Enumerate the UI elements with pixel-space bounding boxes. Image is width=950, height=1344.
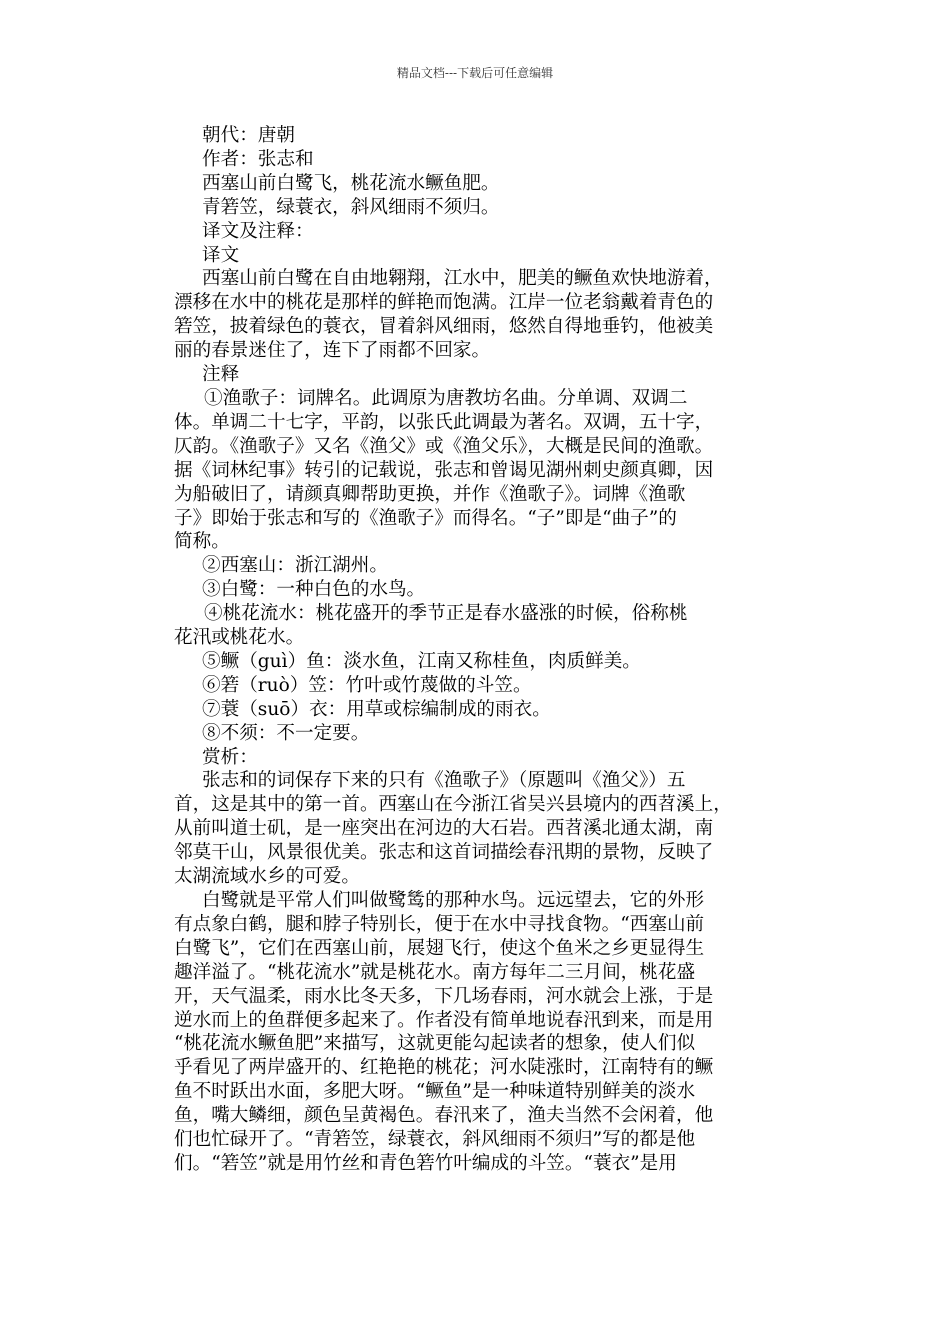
paragraph-line: 西塞山前白鹭在自由地翱翔，江水中，肥美的鳜鱼欢快地游着，	[202, 268, 723, 290]
note-line: ③白鹭：一种白色的水鸟。	[202, 579, 426, 601]
note-line: 简称。	[174, 531, 230, 553]
paragraph-line: 箬笠，披着绿色的蓑衣，冒着斜风细雨，悠然自得地垂钓，他被美	[174, 316, 714, 338]
page-header: 精品文档---下载后可任意编辑	[396, 66, 554, 80]
section-heading-notes: 注释	[202, 364, 240, 386]
paragraph-line: “桃花流水鳜鱼肥”来描写，这就更能勾起读者的想象，使人们似	[174, 1033, 696, 1055]
note-line: ⑦蓑（suō）衣：用草或棕编制成的雨衣。	[202, 698, 551, 720]
paragraph-line: 逆水而上的鱼群便多起来了。作者没有简单地说春汛到来，而是用	[174, 1009, 714, 1031]
dynasty-line: 朝代：唐朝	[202, 125, 295, 146]
paragraph-line: 从前叫道士矶，是一座突出在河边的大石岩。西苕溪北通太湖，南	[174, 818, 714, 840]
paragraph-line: 太湖流域水乡的可爱。	[174, 866, 360, 888]
section-heading-translation-notes: 译文及注释：	[202, 220, 314, 242]
document-body	[174, 124, 824, 1176]
paragraph-line: 白鹭飞”，它们在西塞山前，展翅飞行，使这个鱼米之乡更显得生	[174, 937, 705, 959]
paragraph-line: 漂移在水中的桃花是那样的鲜艳而饱满。江岸一位老翁戴着青色的	[174, 292, 714, 314]
note-line: ⑧不须：不一定要。	[202, 722, 370, 744]
note-line: 体。单调二十七字，平韵，以张氏此调最为著名。双调，五十字，	[174, 411, 714, 433]
note-line: 花汛或桃花水。	[174, 627, 305, 649]
paragraph-line: 趣洋溢了。“桃花流水”就是桃花水。南方每年二三月间，桃花盛	[174, 961, 696, 983]
paragraph-line: 开，天气温柔，雨水比冬天多，下几场春雨，河水就会上涨，于是	[174, 985, 714, 1007]
note-line: 为船破旧了，请颜真卿帮助更换，并作《渔歌子》。词牌《渔歌	[174, 483, 686, 505]
note-line: ②西塞山：浙江湖州。	[202, 555, 388, 577]
paragraph-line: 们也忙碌开了。“青箬笠，绿蓑衣，斜风细雨不须归”写的都是他	[174, 1129, 696, 1151]
poem-line-1: 西塞山前白鹭飞，桃花流水鳜鱼肥。	[202, 172, 500, 194]
paragraph-line: 张志和的词保存下来的只有《渔歌子》（原题叫《渔父》）五	[202, 770, 686, 792]
note-line: 据《词林纪事》转引的记载说，张志和曾谒见湖州刺史颜真卿，因	[174, 459, 714, 481]
paragraph-line: 鱼，嘴大鳞细，颜色呈黄褐色。春汛来了，渔夫当然不会闲着，他	[174, 1105, 714, 1127]
note-line: ⑥箬（ruò）笠：竹叶或竹蔑做的斗笠。	[202, 674, 532, 696]
poem-line-2: 青箬笠，绿蓑衣，斜风细雨不须归。	[202, 196, 500, 218]
paragraph-line: 有点象白鹤，腿和脖子特别长，便于在水中寻找食物。“西塞山前	[174, 913, 705, 935]
section-heading-translation: 译文	[202, 244, 240, 266]
note-line: ④桃花流水：桃花盛开的季节正是春水盛涨的时候，俗称桃	[204, 603, 688, 625]
note-line: ①渔歌子：词牌名。此调原为唐教坊名曲。分单调、双调二	[204, 387, 688, 409]
paragraph-line: 鱼不时跃出水面，多肥大呀。“鳜鱼”是一种味道特别鲜美的淡水	[174, 1081, 696, 1103]
paragraph-line: 白鹭就是平常人们叫做鹭鸶的那种水鸟。远远望去，它的外形	[202, 890, 705, 911]
paragraph-line: 邻莫干山，风景很优美。张志和这首词描绘春汛期的景物，反映了	[174, 842, 714, 864]
paragraph-line: 们。“箬笠”就是用竹丝和青色箬竹叶编成的斗笠。“蓑衣”是用	[174, 1152, 677, 1174]
section-heading-appreciation: 赏析：	[202, 746, 258, 768]
note-line: 子》即始于张志和写的《渔歌子》而得名。“子”即是“曲子”的	[174, 507, 677, 529]
note-line: ⑤鳜（guì）鱼：淡水鱼，江南又称桂鱼，肉质鲜美。	[202, 650, 641, 672]
note-line: 仄韵。《渔歌子》又名《渔父》或《渔父乐》，大概是民间的渔歌。	[174, 435, 714, 457]
paragraph-line: 乎看见了两岸盛开的、红艳艳的桃花；河水陡涨时，江南特有的鳜	[174, 1057, 714, 1079]
paragraph-line: 丽的春景迷住了，连下了雨都不回家。	[174, 340, 491, 362]
author-line: 作者：张志和	[202, 148, 314, 170]
paragraph-line: 首，这是其中的第一首。西塞山在今浙江省吴兴县境内的西苕溪上，	[174, 794, 732, 816]
